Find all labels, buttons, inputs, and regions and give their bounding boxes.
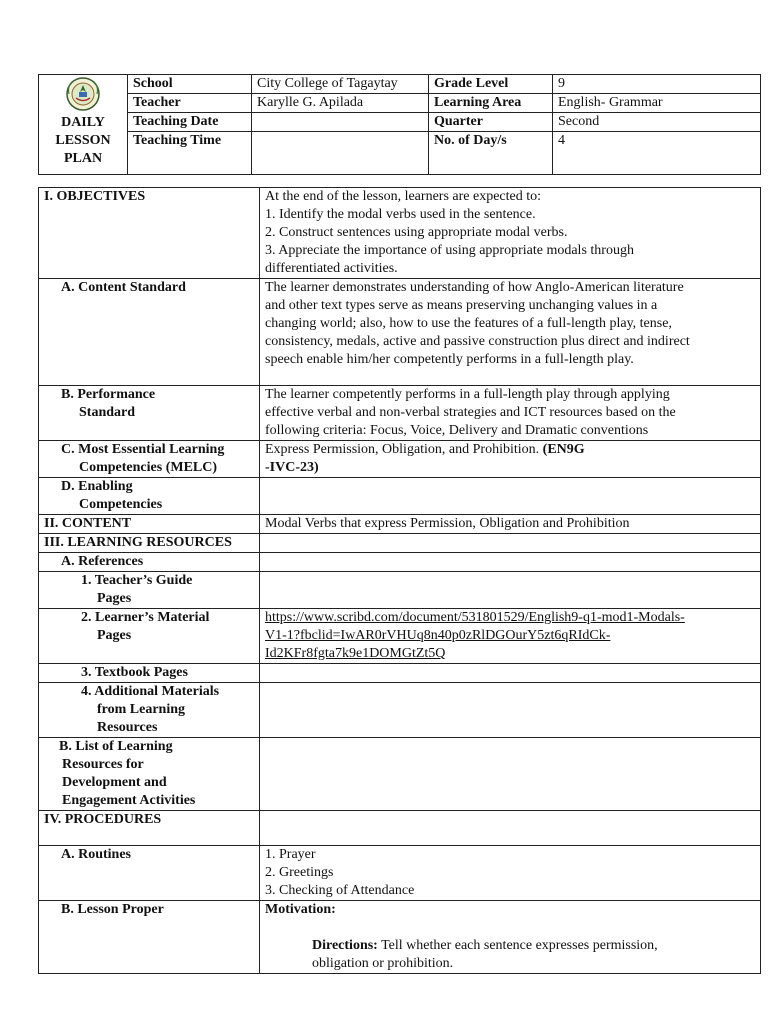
content-standard-label: A. Content Standard: [39, 279, 260, 386]
additional-materials-row: [39, 683, 761, 738]
performance-standard-line: following criteria: Focus, Voice, Delivery and Dramatic conventions: [265, 423, 649, 438]
grade-level-value: 9: [553, 75, 761, 94]
melc-label-2: Competencies (MELC): [79, 460, 218, 475]
grade-level-label: Grade Level: [429, 75, 553, 94]
procedures-row: [39, 811, 761, 846]
objectives-line: At the end of the lesson, learners are expected to:: [265, 189, 542, 204]
content-standard-line: speech enable him/her competently performs in a full-length play.: [265, 352, 634, 367]
additional-materials-label-2: from Learning: [97, 702, 186, 717]
content-value: Modal Verbs that express Permission, Obligation and Prohibition: [260, 515, 761, 534]
objectives-row: [39, 188, 761, 279]
teacher-value: Karylle G. Apilada: [252, 94, 429, 113]
melc-code-2: -IVC-23): [265, 460, 319, 475]
additional-materials-label-3: Resources: [97, 720, 158, 735]
learners-material-link[interactable]: https://www.scribd.com/document/531801529/English9-q1-mod1-Modals-: [265, 610, 685, 625]
lesson-proper-value: [260, 901, 761, 974]
performance-standard-label-2: Standard: [79, 405, 136, 420]
list-resources-label-4: Engagement Activities: [62, 793, 196, 808]
procedures-value: [260, 811, 761, 846]
lesson-proper-row: [39, 901, 761, 974]
list-resources-label-3: Development and: [62, 775, 167, 790]
list-resources-label: [39, 738, 260, 811]
learners-material-link[interactable]: V1-1?fbclid=IwAR0rVHUq8n40p0zRlDGOurY5zt6qRIdCk-: [265, 628, 611, 643]
list-resources-value: [260, 738, 761, 811]
directions-label: Directions:: [312, 938, 378, 953]
enabling-row: [39, 478, 761, 515]
content-standard-line: changing world; also, how to use the features of a full-length play, tense,: [265, 316, 672, 331]
days-value: 4: [553, 132, 761, 175]
routine-item: 1. Prayer: [265, 847, 316, 862]
objectives-line: differentiated activities.: [265, 261, 398, 276]
enabling-label-2: Competencies: [79, 497, 163, 512]
references-value: [260, 553, 761, 572]
additional-materials-value: [260, 683, 761, 738]
objectives-line: 3. Appreciate the importance of using appropriate modals through: [265, 243, 634, 258]
spacer: [265, 919, 755, 937]
enabling-label-1: D. Enabling: [61, 479, 133, 494]
routines-value: [260, 846, 761, 901]
motivation-label: Motivation:: [265, 902, 336, 917]
performance-standard-label: [39, 386, 260, 441]
objectives-label: I. OBJECTIVES: [39, 188, 260, 279]
additional-materials-label-1: 4. Additional Materials: [81, 684, 220, 699]
teaching-date-value: [252, 113, 429, 132]
teaching-time-label: Teaching Time: [128, 132, 252, 175]
learners-material-label-2: Pages: [97, 628, 132, 643]
routines-label: A. Routines: [39, 846, 260, 901]
teachers-guide-label: [39, 572, 260, 609]
additional-materials-label: [39, 683, 260, 738]
performance-standard-row: [39, 386, 761, 441]
school-value: City College of Tagaytay: [252, 75, 429, 94]
list-resources-label-1: B. List of Learning: [59, 739, 173, 754]
lesson-plan-table: [38, 187, 761, 974]
content-row: [39, 515, 761, 534]
quarter-label: Quarter: [429, 113, 553, 132]
melc-label-1: C. Most Essential Learning: [61, 442, 225, 457]
references-row: [39, 553, 761, 572]
directions-text-2: obligation or prohibition.: [312, 956, 454, 971]
dlp-logo-cell: [39, 75, 128, 175]
learning-resources-value: [260, 534, 761, 553]
learners-material-label: [39, 609, 260, 664]
enabling-value: [260, 478, 761, 515]
enabling-label: [39, 478, 260, 515]
learning-resources-label: III. LEARNING RESOURCES: [39, 534, 260, 553]
learning-area-value: English- Grammar: [553, 94, 761, 113]
melc-code-1: (EN9G: [542, 442, 585, 457]
content-standard-row: [39, 279, 761, 386]
header-table: [38, 74, 761, 175]
teacher-label: Teacher: [128, 94, 252, 113]
content-standard-line: The learner demonstrates understanding of how Anglo-American literature: [265, 280, 684, 295]
teaching-time-value: [252, 132, 429, 175]
directions-text-1: Tell whether each sentence expresses permission,: [381, 938, 658, 953]
learners-material-row: [39, 609, 761, 664]
school-label: School: [128, 75, 252, 94]
school-seal-icon: [65, 76, 101, 112]
melc-row: [39, 441, 761, 478]
dlp-title-daily: DAILY: [61, 115, 105, 130]
procedures-label: IV. PROCEDURES: [39, 811, 260, 846]
textbook-row: [39, 664, 761, 683]
textbook-label: 3. Textbook Pages: [39, 664, 260, 683]
melc-label: [39, 441, 260, 478]
dlp-title-plan: PLAN: [63, 151, 103, 166]
performance-standard-line: The learner competently performs in a full-length play through applying: [265, 387, 670, 402]
learning-area-label: Learning Area: [429, 94, 553, 113]
content-standard-line: consistency, medals, active and passive construction plus direct and indirect: [265, 334, 690, 349]
dlp-title-lesson: LESSON: [55, 133, 111, 148]
performance-standard-value: [260, 386, 761, 441]
teachers-guide-label-2: Pages: [97, 591, 132, 606]
melc-text: Express Permission, Obligation, and Prohibition.: [265, 442, 540, 457]
lesson-proper-label: B. Lesson Proper: [39, 901, 260, 974]
days-label: No. of Day/s: [429, 132, 553, 175]
references-label: A. References: [39, 553, 260, 572]
learners-material-value: [260, 609, 761, 664]
content-standard-line: and other text types serve as means preserving unchanging values in a: [265, 298, 658, 313]
objectives-line: 1. Identify the modal verbs used in the sentence.: [265, 207, 536, 222]
learners-material-label-1: 2. Learner’s Material: [81, 610, 210, 625]
performance-standard-line: effective verbal and non-verbal strategies and ICT resources based on the: [265, 405, 676, 420]
objectives-value: [260, 188, 761, 279]
list-resources-label-2: Resources for: [62, 757, 144, 772]
teaching-date-label: Teaching Date: [128, 113, 252, 132]
learners-material-link[interactable]: Id2KFr8fgta7k9e1DOMGtZt5Q: [265, 646, 446, 661]
learning-resources-row: [39, 534, 761, 553]
textbook-value: [260, 664, 761, 683]
content-standard-value: [260, 279, 761, 386]
teachers-guide-row: [39, 572, 761, 609]
routines-row: [39, 846, 761, 901]
routine-item: 3. Checking of Attendance: [265, 883, 415, 898]
routine-item: 2. Greetings: [265, 865, 334, 880]
teachers-guide-label-1: 1. Teacher’s Guide: [81, 573, 193, 588]
list-resources-row: [39, 738, 761, 811]
teachers-guide-value: [260, 572, 761, 609]
quarter-value: Second: [553, 113, 761, 132]
melc-value: [260, 441, 761, 478]
content-label: II. CONTENT: [39, 515, 260, 534]
performance-standard-label-1: B. Performance: [61, 387, 156, 402]
directions-block: [265, 937, 755, 973]
objectives-line: 2. Construct sentences using appropriate modal verbs.: [265, 225, 568, 240]
